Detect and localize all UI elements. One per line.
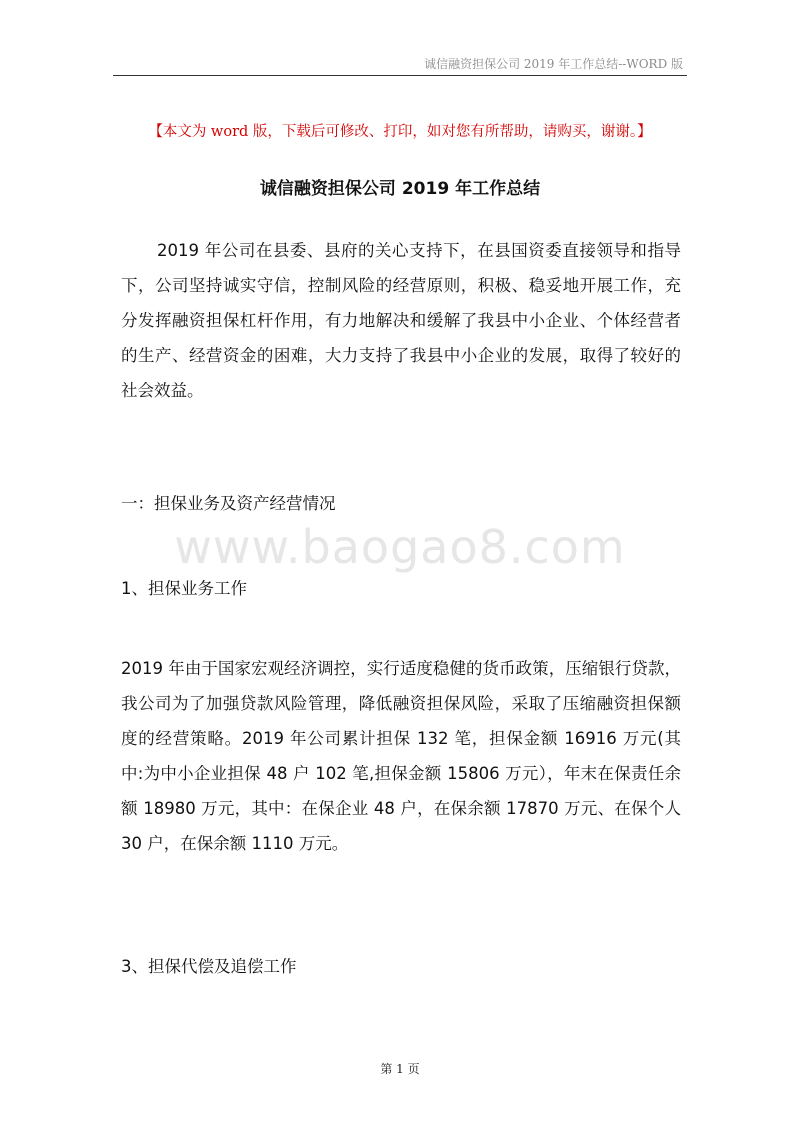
document-title: 诚信融资担保公司 2019 年工作总结 xyxy=(259,179,541,199)
section-heading: 一：担保业务及资产经营情况 xyxy=(121,494,336,513)
body-paragraph: 2019 年由于国家宏观经济调控，实行适度稳健的货币政策，压缩银行贷款，我公司为了加强贷款风险管理，降低融资担保风险，采取了压缩融资担保额度的经营策略。2019 年公司累计担保 132 笔，担保金额 16916 万元(其中:为中小企业担保 48 户 102 笔,担保金额 15806 万元），年末在保责任余额 18980 万元，其中：在保企业 48 户，在保余额 17870 万元、在保个人 30 户，在保余额 1110 万元。 xyxy=(121,659,681,853)
page-number: 第 1 页 xyxy=(380,1062,420,1076)
subsection-heading: 3、担保代偿及追偿工作 xyxy=(121,957,297,976)
intro-paragraph: 2019 年公司在县委、县府的关心支持下，在县国资委直接领导和指导下，公司坚持诚实守信，控制风险的经营原则，积极、稳妥地开展工作，充分发挥融资担保杠杆作用，有力地解决和缓解了我县中小企业、个体经营者的生产、经营资金的困难，大力支持了我县中小企业的发展，取得了较好的社会效益。 xyxy=(121,241,681,400)
subsection-heading: 1、担保业务工作 xyxy=(121,579,247,598)
header-title: 诚信融资担保公司 2019 年工作总结--WORD 版 xyxy=(424,57,683,71)
page-header xyxy=(113,55,687,76)
watermark: www.baogao8.com xyxy=(174,520,626,574)
download-notice: 【本文为 word 版，下载后可修改、打印，如对您有所帮助，请购买，谢谢。】 xyxy=(148,124,652,140)
